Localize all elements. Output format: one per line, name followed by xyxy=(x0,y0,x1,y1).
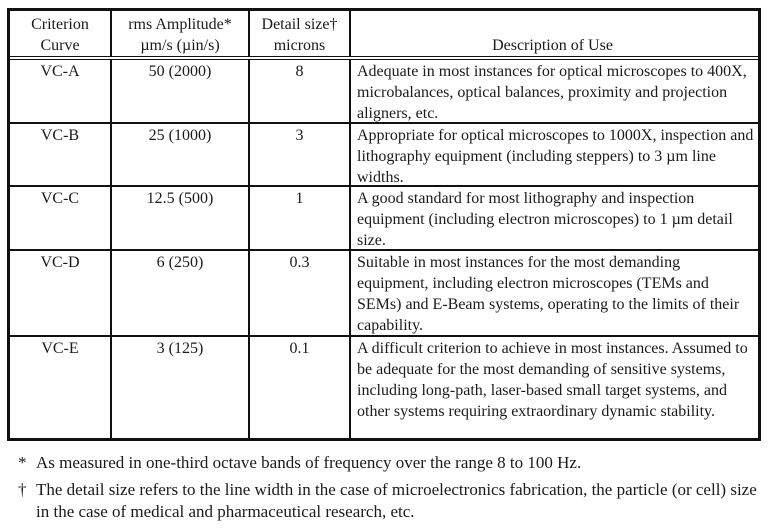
cell-detail: 0.3 xyxy=(248,251,349,337)
header-line: rms Amplitude* xyxy=(128,16,232,33)
cell-curve: VC-D xyxy=(40,254,80,271)
cell-curve: VC-B xyxy=(40,127,80,144)
table-row xyxy=(10,249,758,337)
footnotes xyxy=(18,452,758,528)
table-row xyxy=(10,122,758,187)
header-description xyxy=(349,11,758,56)
table-header xyxy=(10,11,758,60)
table-row xyxy=(10,60,758,124)
cell-amplitude: 6 (250) xyxy=(110,251,248,337)
header-line: Curve xyxy=(40,37,80,54)
cell-curve: VC-E xyxy=(41,340,79,357)
footnote-text: The detail size refers to the line width in the case of microelectronics fabrication, the particle (or cell) size in the case of medical and pharmaceutical research, etc. xyxy=(36,480,757,521)
header-line: microns xyxy=(273,37,326,54)
cell-curve: VC-C xyxy=(40,190,80,207)
cell-description: Adequate in most instances for optical microscopes to 400X, microbalances, optical balances, proximity and projection aligners, etc. xyxy=(349,60,758,124)
header-criterion-curve xyxy=(10,11,110,56)
header-rms-amplitude xyxy=(110,11,248,56)
cell-detail: 3 xyxy=(248,124,349,187)
cell-description: A difficult criterion to achieve in most instances. Assumed to be adequate for the most demanding of sensitive systems, including long-path, laser-based small target systems, and other systems requiring extraordinary dynamic stability. xyxy=(349,337,758,440)
cell-detail: 1 xyxy=(248,187,349,251)
table-row xyxy=(10,185,758,251)
cell-amplitude: 3 (125) xyxy=(110,337,248,440)
cell-description: Appropriate for optical microscopes to 1000X, inspection and lithography equipment (including steppers) to 3 µm line widths. xyxy=(349,124,758,187)
header-line: Description of Use xyxy=(492,37,613,54)
cell-detail: 8 xyxy=(248,60,349,124)
footnote-text: As measured in one-third octave bands of frequency over the range 8 to 100 Hz. xyxy=(36,453,582,472)
header-detail-size xyxy=(248,11,349,56)
cell-detail: 0.1 xyxy=(248,337,349,440)
header-line: µm/s (µin/s) xyxy=(140,37,220,54)
vibration-criteria-table xyxy=(7,8,761,441)
footnote-mark: * xyxy=(18,453,27,472)
header-line: Criterion xyxy=(31,16,89,33)
footnote-dagger xyxy=(18,479,758,523)
cell-curve: VC-A xyxy=(40,63,80,80)
header-line: Detail size† xyxy=(261,16,338,33)
footnote-asterisk xyxy=(18,452,758,474)
footnote-mark: † xyxy=(18,480,27,499)
cell-amplitude: 12.5 (500) xyxy=(110,187,248,251)
cell-description: A good standard for most lithography and inspection equipment (including electron microscopes) to 1 µm detail size. xyxy=(349,187,758,251)
cell-description: Suitable in most instances for the most demanding equipment, including electron microscopes (TEMs and SEMs) and E-Beam systems, operating to the limits of their capability. xyxy=(349,251,758,337)
table-row xyxy=(10,335,758,440)
cell-amplitude: 25 (1000) xyxy=(110,124,248,187)
cell-amplitude: 50 (2000) xyxy=(110,60,248,124)
